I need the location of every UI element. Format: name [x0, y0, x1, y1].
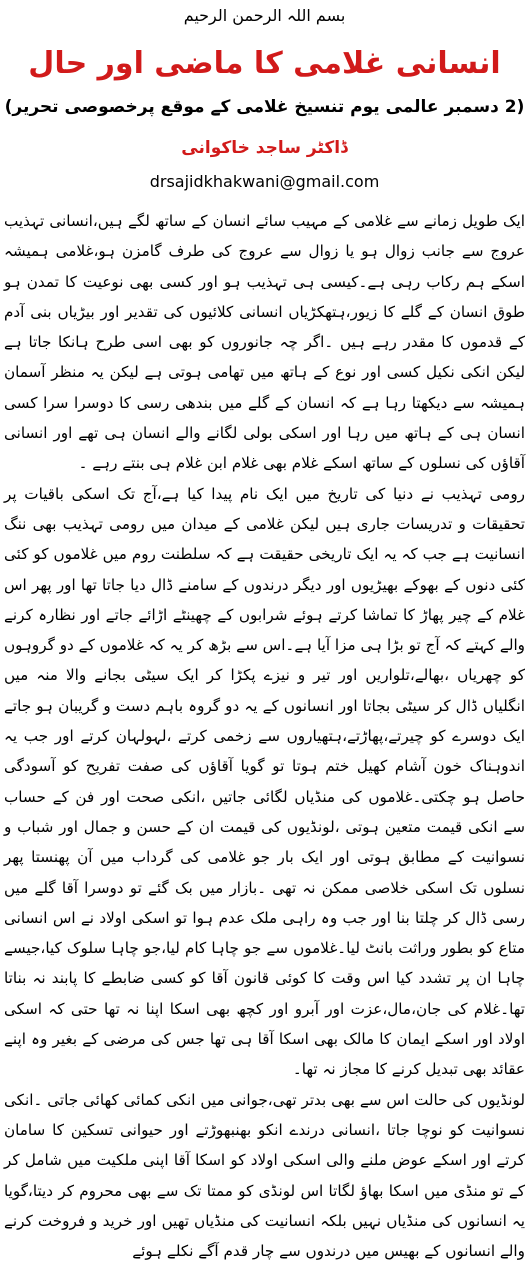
article-title: انسانی غلامی کا ماضی اور حال	[28, 46, 501, 81]
author-name: ڈاکٹر ساجد خاکوانی	[181, 138, 348, 158]
article-subtitle: (2 دسمبر عالمی یوم تنسیخ غلامی کے موقع پرخصوصی تحریر)	[4, 97, 525, 117]
paragraph-3: لونڈیوں کی حالت اس سے بھی بدتر تھی،جوانی میں انکی کمائی کھائی جاتی ۔انکی نسوانیت کو نوچا جاتا ،انسانی درندے انکو بھنبھوڑتے اور حیوانی تسکین کا سامان کرتے اور اسکے عوض ملنے والی اسکی اولاد کو اسکا آقا اپنی ملکیت میں شامل کر کے تو منڈی میں اسکا بھاؤ لگاتا اس لونڈی کو ممتا تک سے بھی محروم کر دیتا،گویا یہ انسانوں کی منڈیاں نہیں بلکہ انسانیت کی منڈیاں تھیں اور خرید و فروخت کرنے والے انسانوں کے بھیس میں درندوں سے چار قدم آگے نکلے ہوئے	[4, 1090, 525, 1261]
article-body	[4, 206, 525, 1266]
author-email: drsajidkhakwani@gmail.com	[149, 172, 380, 191]
paragraph-1: ایک طویل زمانے سے غلامی کے مہیب سائے انسان کے ساتھ لگے ہیں،انسانی تہذیب عروج سے جانب زوال ہو یا زوال سے عروج کی طرف گامزن ہو،غلامی ہمیشہ اسکے ہم رکاب رہی ہے۔کیسی ہی تہذیب ہو اور کسی بھی نوعیت کا تمدن ہو طوق انسان کے گلے کا زیور،ہتھکڑیاں انسانی کلائیوں کی تقدیر اور بیڑیاں بنی آدم کے قدموں کا مقدر رہے ہیں ۔اگر چہ جانوروں کو بھی اسی طرح ہانکا جاتا ہے لیکن انکی نکیل کسی اور نوع کے ہاتھ میں تھامی ہوتی ہے لیکن یہ منظر آسمان ہمیشہ سے دیکھتا رہا ہے کہ انسان کے گلے میں بندھی رسی کا دوسرا سرا کسی انسان ہی کے ہاتھ میں رہا اور اسکی بولی لگانے والے انسان ہی تھے اور انسانی آقاؤں کی نسلوں کے ساتھ اسکے غلام بھی غلام ابن غلام ہی بنتے رہے ۔	[4, 212, 525, 473]
paragraph-2: رومی تہذیب نے دنیا کی تاریخ میں ایک نام پیدا کیا ہے،آج تک اسکی باقیات پر تحقیقات و تدریسات جاری ہیں لیکن غلامی کے میدان میں رومی تہذیب بھی ننگ انسانیت ہے جب کہ یہ ایک تاریخی حقیقت ہے کہ سلطنت روم میں غلاموں کو کئی کئی دنوں کے بھوکے بھیڑیوں اور دیگر درندوں کے سامنے ڈال دیا جاتا تھا اور پھر اس غلام کے چیر پھاڑ کا تماشا کرتے ہوئے شرابوں کے چھینٹے اڑائے جاتے اور نظارہ کرنے والے کہتے کہ آج تو بڑا ہی مزا آیا ہے۔اس سے بڑھ کر یہ کہ غلاموں کے دو گروہوں کو چھریاں ،بھالے،تلواریں اور تیر و نیزے پکڑا کر ایک سیٹی بجانے والا منہ میں انگلیاں ڈال کر سیٹی بجاتا اور انسانوں کے یہ دو گروہ باہم دست و گریبان ہو جاتے ایک دوسرے کو چیرتے،پھاڑتے،ہتھیاروں سے زخمی کرتے ،لہولہان کرتے اور جب یہ اندوہناک خون آشام کھیل ختم ہوتا تو گویا آقاؤں کی صفت تفریح کو آسودگی حاصل ہو چکتی۔غلاموں کی منڈیاں لگائی جاتیں ،انکی صحت اور فن کے حساب سے انکی قیمت متعین ہوتی ،لونڈیوں کی قیمت ان کے حسن و جمال اور شباب و نسوانیت کے مطابق ہوتی اور ایک بار جو غلامی کی گرداب میں آن پھنستا پھر نسلوں تک اسکی خلاصی ممکن نہ تھی ۔بازار میں بک گئے تو دوسرا آقا گلے میں رسی ڈال کر چلتا بنا اور جب وہ راہی ملک عدم ہوا تو اسکی اولاد نے اس انسانی متاع کو بطور وراثت بانٹ لیا۔غلاموں سے جو چاہا کام لیا،جو چاہا سلوک کیا،جیسے چاہا ان پر تشدد کیا اس وقت کا کوئی قانون آقا کو کسی ضابطے کا پابند نہ بناتا تھا۔غلام کی جان،مال،عزت اور آبرو اور کچھ بھی اسکا اپنا نہ تھا حتی کہ اسکی اولاد اور اسکے ایمان کا مالک بھی اسکا آقا ہی تھا جس کی مرضی کے بغیر وہ اپنے عقائد بھی تبدیل کرنے کا مجاز نہ تھا۔	[4, 484, 525, 1079]
bismillah: بسم اللہ الرحمن الرحیم	[183, 6, 346, 25]
